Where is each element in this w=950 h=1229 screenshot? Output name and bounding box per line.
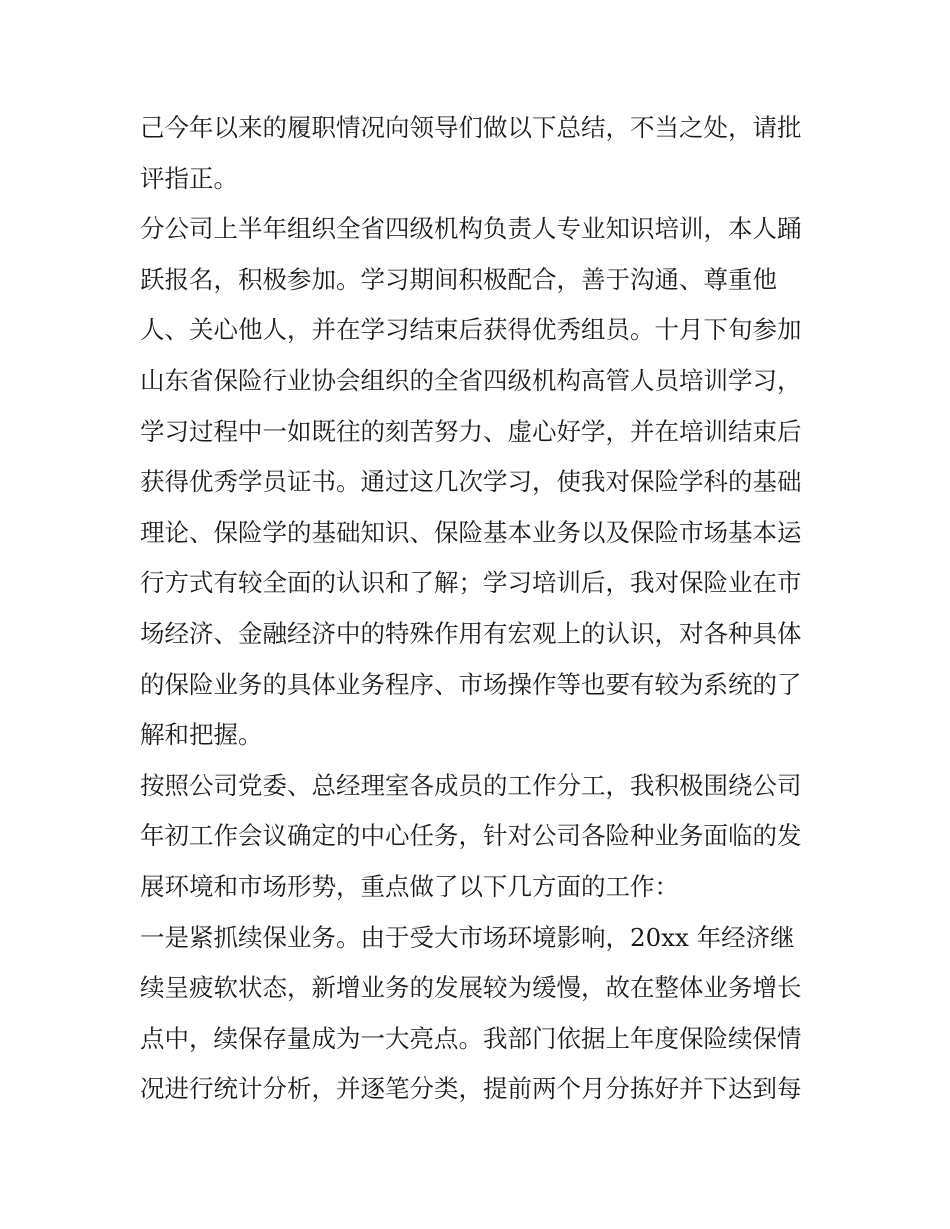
text-line: 场经济、金融经济中的特殊作用有宏观上的认识，对各种具体 (140, 618, 802, 648)
text-line: 续呈疲软状态，新增业务的发展较为缓慢，故在整体业务增长 (140, 973, 802, 1003)
document-body (140, 103, 812, 1115)
text-line: 解和把握。 (140, 720, 263, 750)
text-line: 展环境和市场形势，重点做了以下几方面的工作： (140, 871, 679, 901)
text-line: 学习过程中一如既往的刻苦努力、虚心好学，并在培训结束后 (140, 416, 802, 446)
text-line: 评指正。 (140, 163, 238, 193)
text-line: 年初工作会议确定的中心任务，针对公司各险种业务面临的发 (140, 821, 802, 851)
text-line: 山东省保险行业协会组织的全省四级机构高管人员培训学习， (140, 365, 802, 395)
text-line: 点中，续保存量成为一大亮点。我部门依据上年度保险续保情 (140, 1023, 802, 1053)
text-line: 己今年以来的履职情况向领导们做以下总结，不当之处，请批 (140, 113, 802, 142)
text-line: 人、关心他人，并在学习结束后获得优秀组员。十月下旬参加 (140, 315, 802, 345)
text-line: 况进行统计分析，并逐笔分类，提前两个月分拣好并下达到每 (140, 1074, 802, 1104)
text-line: 获得优秀学员证书。通过这几次学习，使我对保险学科的基础 (140, 467, 802, 497)
text-line: 跃报名，积极参加。学习期间积极配合，善于沟通、尊重他 (140, 264, 777, 294)
text-line: 分公司上半年组织全省四级机构负责人专业知识培训，本人踊 (140, 214, 802, 244)
text-line: 按照公司党委、总经理室各成员的工作分工，我积极围绕公司 (140, 770, 802, 800)
text-line: 行方式有较全面的认识和了解；学习培训后，我对保险业在市 (140, 568, 802, 598)
text-line: 的保险业务的具体业务程序、市场操作等也要有较为系统的了 (140, 669, 802, 699)
text-line: 理论、保险学的基础知识、保险基本业务以及保险市场基本运 (140, 517, 802, 547)
text-line: 一是紧抓续保业务。由于受大市场环境影响，20xx 年经济继 (140, 922, 795, 952)
